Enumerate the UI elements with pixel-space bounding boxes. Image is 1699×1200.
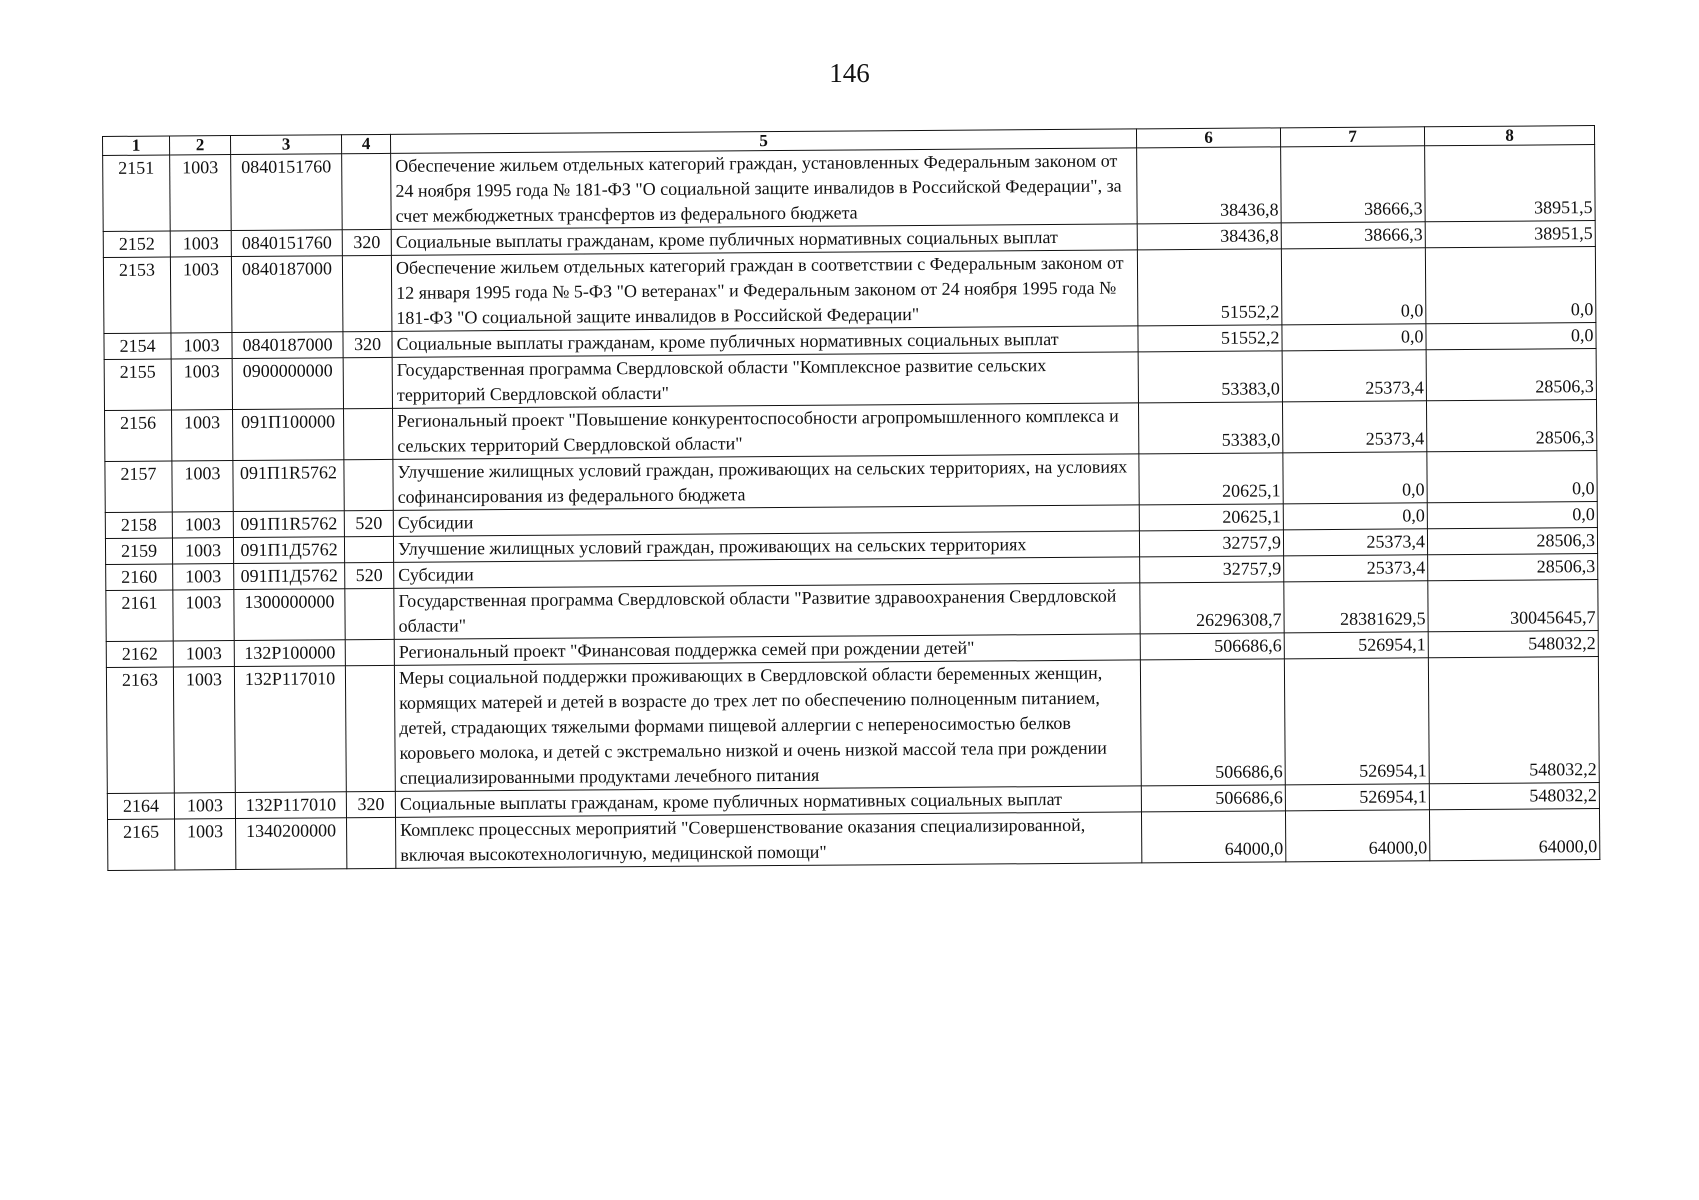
expense-type bbox=[343, 357, 392, 408]
item-name: Обеспечение жильем отдельных категорий граждан, установленных Федеральным законом от 24 ноября 1995 года № 181-ФЗ "О социальной защите инвалидов в Российской Федерации", за счет межбюджетных трансфертов из федерального бюджета bbox=[391, 148, 1138, 229]
amount-col6: 38436,8 bbox=[1137, 223, 1281, 250]
target-code: 0840187000 bbox=[232, 332, 343, 359]
expense-type bbox=[342, 153, 392, 229]
amount-col6: 506686,6 bbox=[1141, 785, 1285, 812]
amount-col8: 548032,2 bbox=[1429, 783, 1599, 810]
amount-col6: 20625,1 bbox=[1139, 504, 1283, 531]
section-code: 1003 bbox=[170, 155, 232, 231]
section-code: 1003 bbox=[173, 590, 234, 641]
amount-col6: 20625,1 bbox=[1139, 453, 1283, 505]
target-code: 091П1R5762 bbox=[233, 511, 344, 538]
expense-type: 520 bbox=[345, 562, 394, 588]
target-code: 0900000000 bbox=[232, 358, 343, 410]
section-code: 1003 bbox=[175, 819, 236, 870]
section-code: 1003 bbox=[170, 257, 232, 333]
target-code: 0840151760 bbox=[231, 154, 343, 231]
section-code: 1003 bbox=[173, 667, 235, 793]
amount-col6: 53383,0 bbox=[1138, 402, 1282, 454]
item-name: Субсидии bbox=[394, 557, 1140, 588]
section-code: 1003 bbox=[173, 641, 234, 667]
amount-col8: 28506,3 bbox=[1428, 554, 1598, 581]
amount-col6: 64000,0 bbox=[1141, 811, 1285, 863]
target-code: 132Р117010 bbox=[235, 792, 346, 819]
target-code: 091П1R5762 bbox=[233, 460, 344, 512]
section-code: 1003 bbox=[172, 410, 233, 461]
col-header-3: 3 bbox=[231, 135, 342, 155]
row-number: 2161 bbox=[106, 590, 173, 641]
target-code: 132Р100000 bbox=[234, 640, 345, 667]
col-header-5: 5 bbox=[390, 129, 1136, 153]
table-row bbox=[103, 145, 1596, 232]
item-name: Комплекс процессных мероприятий "Совершенствование оказания специализированной, включая высокотехнологичную, медицинской помощи" bbox=[396, 812, 1142, 868]
row-number: 2158 bbox=[105, 512, 172, 538]
row-number: 2153 bbox=[103, 257, 171, 333]
target-code: 132Р117010 bbox=[234, 666, 346, 793]
item-name: Государственная программа Свердловской области "Развитие здравоохранения Свердловской области" bbox=[394, 583, 1140, 639]
budget-table bbox=[102, 125, 1600, 871]
section-code: 1003 bbox=[171, 333, 232, 359]
row-number: 2160 bbox=[106, 564, 173, 590]
amount-col8: 38951,5 bbox=[1425, 145, 1596, 222]
row-number: 2164 bbox=[107, 793, 174, 819]
amount-col6: 51552,2 bbox=[1138, 325, 1282, 352]
amount-col7: 526954,1 bbox=[1284, 632, 1428, 659]
section-code: 1003 bbox=[172, 538, 233, 564]
row-number: 2159 bbox=[105, 538, 172, 564]
target-code: 0840187000 bbox=[231, 256, 343, 333]
row-number: 2165 bbox=[108, 819, 175, 870]
amount-col8: 0,0 bbox=[1426, 323, 1596, 350]
amount-col7: 526954,1 bbox=[1285, 784, 1429, 811]
item-name: Региональный проект "Повышение конкурентоспособности агропромышленного комплекса и сельских территорий Свердловской области" bbox=[393, 403, 1139, 459]
amount-col8: 0,0 bbox=[1427, 502, 1597, 529]
item-name: Социальные выплаты гражданам, кроме публичных нормативных социальных выплат bbox=[395, 786, 1141, 817]
section-code: 1003 bbox=[170, 231, 231, 257]
target-code: 091П1Д5762 bbox=[233, 537, 344, 564]
col-header-2: 2 bbox=[170, 136, 231, 155]
expense-type: 520 bbox=[344, 510, 393, 536]
item-name: Обеспечение жильем отдельных категорий граждан в соответствии с Федеральным законом от 12 января 1995 года № 5-ФЗ "О ветеранах" и Федеральным законом от 24 ноября 1995 года № 181-ФЗ "О социальной защите инвалидов в Российской Федерации" bbox=[391, 250, 1138, 331]
col-header-7: 7 bbox=[1280, 127, 1424, 147]
target-code: 1300000000 bbox=[234, 589, 345, 641]
section-code: 1003 bbox=[173, 564, 234, 590]
amount-col8: 38951,5 bbox=[1425, 221, 1595, 248]
table-row bbox=[103, 247, 1596, 334]
amount-col8: 64000,0 bbox=[1429, 809, 1599, 861]
item-name: Региональный проект "Финансовая поддержка семей при рождении детей" bbox=[394, 634, 1140, 665]
expense-type bbox=[347, 817, 396, 868]
row-number: 2163 bbox=[106, 667, 174, 793]
row-number: 2155 bbox=[104, 359, 171, 410]
amount-col7: 25373,4 bbox=[1284, 555, 1428, 582]
row-number: 2156 bbox=[105, 410, 172, 461]
target-code: 0840151760 bbox=[231, 230, 342, 257]
item-name: Социальные выплаты гражданам, кроме публичных нормативных социальных выплат bbox=[391, 224, 1137, 255]
section-code: 1003 bbox=[172, 461, 233, 512]
target-code: 091П100000 bbox=[233, 409, 344, 461]
expense-type: 320 bbox=[342, 229, 391, 255]
item-name: Улучшение жилищных условий граждан, проживающих на сельских территориях, на условиях софинансирования из федерального бюджета bbox=[393, 454, 1139, 510]
amount-col8: 548032,2 bbox=[1428, 631, 1598, 658]
section-code: 1003 bbox=[172, 512, 233, 538]
amount-col6: 32757,9 bbox=[1140, 556, 1284, 583]
item-name: Улучшение жилищных условий граждан, проживающих на сельских территориях bbox=[393, 531, 1139, 562]
amount-col7: 25373,4 bbox=[1282, 401, 1426, 453]
amount-col6: 26296308,7 bbox=[1140, 582, 1284, 634]
item-name: Государственная программа Свердловской области "Комплексное развитие сельских территорий Свердловской области" bbox=[392, 352, 1138, 408]
expense-type bbox=[342, 255, 392, 331]
amount-col7: 38666,3 bbox=[1281, 146, 1426, 223]
amount-col7: 25373,4 bbox=[1283, 529, 1427, 556]
col-header-8: 8 bbox=[1424, 126, 1594, 146]
target-code: 1340200000 bbox=[236, 818, 347, 870]
amount-col7: 0,0 bbox=[1281, 248, 1426, 325]
col-header-6: 6 bbox=[1136, 128, 1280, 148]
item-name: Субсидии bbox=[393, 505, 1139, 536]
amount-col8: 548032,2 bbox=[1428, 657, 1599, 784]
expense-type bbox=[344, 536, 393, 562]
row-number: 2157 bbox=[105, 461, 172, 512]
amount-col8: 0,0 bbox=[1425, 247, 1596, 324]
amount-col8: 30045645,7 bbox=[1428, 580, 1598, 632]
row-number: 2154 bbox=[104, 333, 171, 359]
target-code: 091П1Д5762 bbox=[234, 563, 345, 590]
row-number: 2152 bbox=[103, 231, 170, 257]
amount-col7: 38666,3 bbox=[1281, 222, 1425, 249]
expense-type bbox=[344, 459, 393, 510]
item-name: Социальные выплаты гражданам, кроме публичных нормативных социальных выплат bbox=[392, 326, 1138, 357]
amount-col6: 38436,8 bbox=[1137, 147, 1282, 224]
expense-type: 320 bbox=[346, 791, 395, 817]
col-header-4: 4 bbox=[341, 134, 390, 153]
amount-col6: 53383,0 bbox=[1138, 351, 1282, 403]
expense-type bbox=[345, 588, 394, 639]
table-row bbox=[106, 657, 1599, 794]
amount-col7: 25373,4 bbox=[1282, 350, 1426, 402]
item-name: Меры социальной поддержки проживающих в Свердловской области беременных женщин, кормящих матерей и детей в возрасте до трех лет по обеспечению полноценным питанием, детей, страдающих тяжелыми формами пищевой аллергии с непереносимостью белков коровьего молока, и детей с экстремально низкой и очень низкой массой тела при рождении специализированными продуктами лечебного питания bbox=[394, 660, 1141, 791]
amount-col8: 28506,3 bbox=[1427, 528, 1597, 555]
section-code: 1003 bbox=[171, 359, 232, 410]
amount-col7: 28381629,5 bbox=[1284, 581, 1428, 633]
amount-col6: 51552,2 bbox=[1137, 249, 1282, 326]
expense-type bbox=[344, 408, 393, 459]
expense-type bbox=[345, 665, 395, 791]
amount-col7: 0,0 bbox=[1283, 503, 1427, 530]
amount-col7: 526954,1 bbox=[1284, 658, 1429, 785]
section-code: 1003 bbox=[174, 793, 235, 819]
amount-col8: 28506,3 bbox=[1426, 400, 1596, 452]
col-header-1: 1 bbox=[103, 136, 170, 155]
amount-col8: 0,0 bbox=[1427, 451, 1597, 503]
table-row bbox=[108, 809, 1600, 871]
row-number: 2151 bbox=[103, 155, 171, 231]
amount-col7: 64000,0 bbox=[1285, 810, 1429, 862]
page-number: 146 bbox=[829, 58, 870, 88]
amount-col8: 28506,3 bbox=[1426, 349, 1596, 401]
amount-col7: 0,0 bbox=[1283, 452, 1427, 504]
expense-type: 320 bbox=[343, 331, 392, 357]
amount-col6: 32757,9 bbox=[1139, 530, 1283, 557]
amount-col7: 0,0 bbox=[1282, 324, 1426, 351]
row-number: 2162 bbox=[106, 641, 173, 667]
expense-type bbox=[345, 639, 394, 665]
amount-col6: 506686,6 bbox=[1140, 633, 1284, 660]
amount-col6: 506686,6 bbox=[1140, 659, 1285, 786]
